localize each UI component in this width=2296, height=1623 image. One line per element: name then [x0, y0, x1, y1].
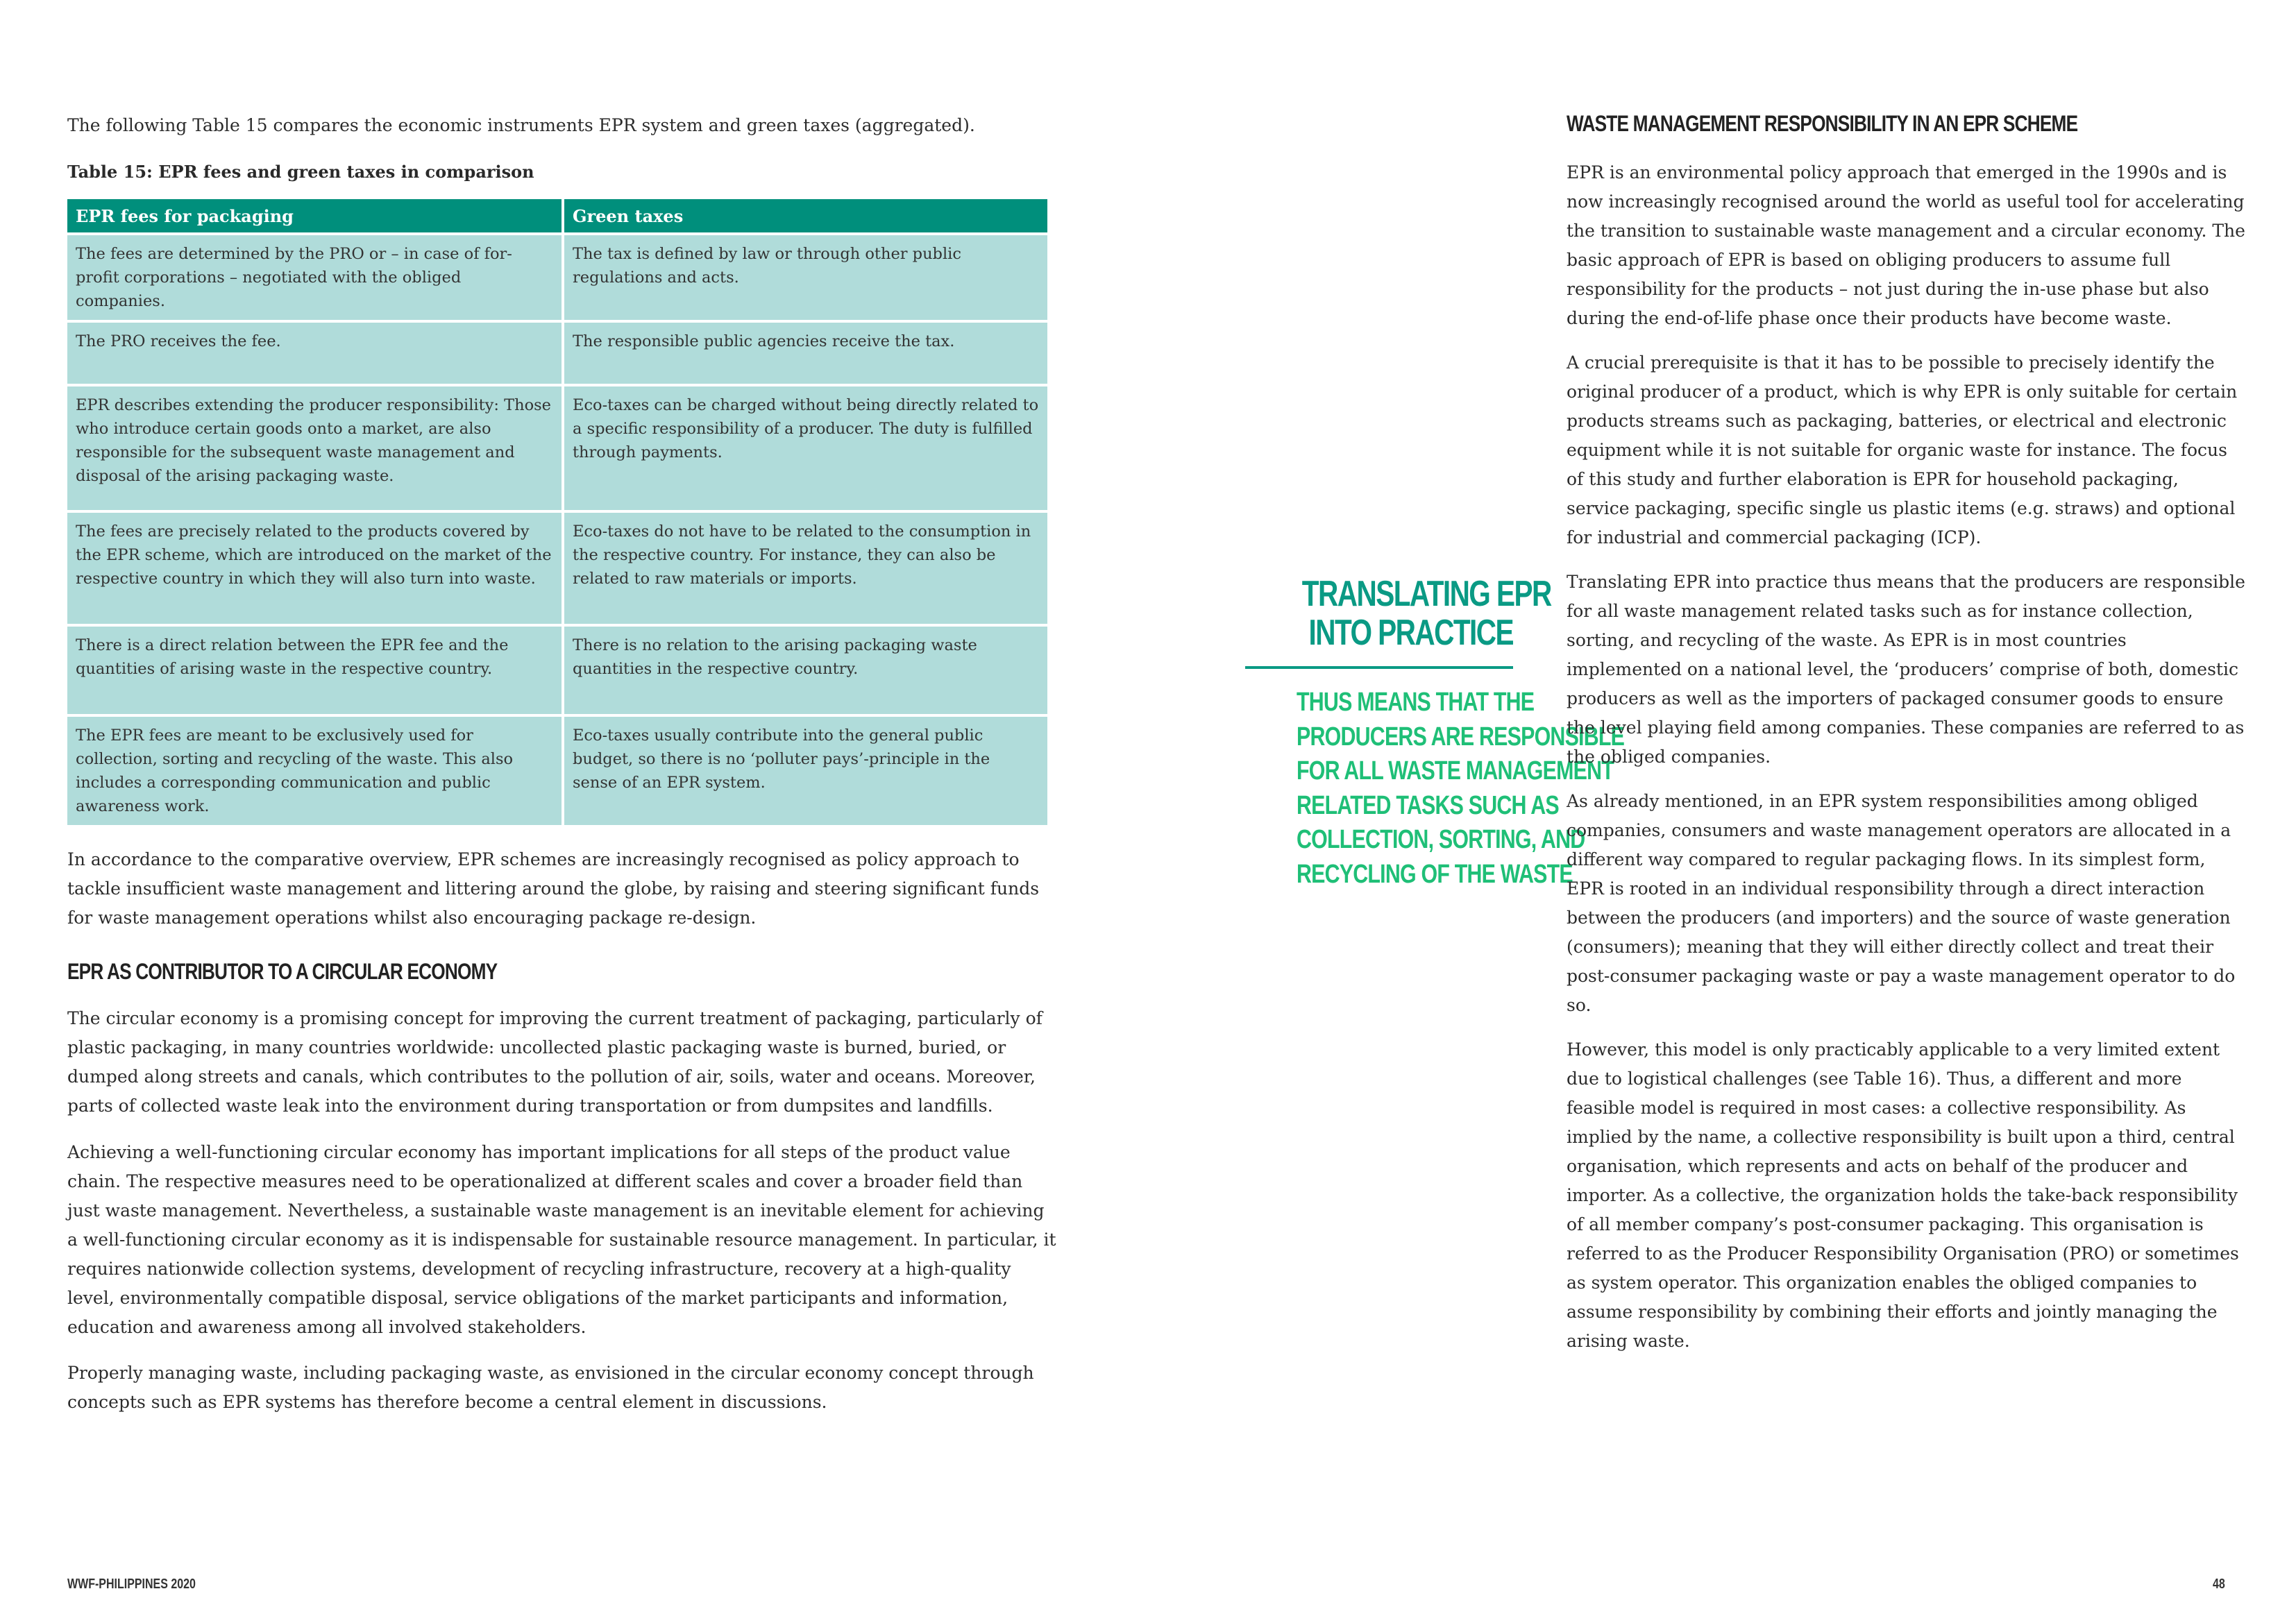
circular-paragraph-1: The circular economy is a promising concept for improving the current treatment of packaging, particularly of plastic packaging, in many countries worldwide: uncollected plastic packaging waste is burned, buried, or dumped along streets and canals, which contributes to the pollution of air, soils, water and oceans. Moreover, parts of collected waste leak into the environment during transportation or from dumpsites and landfills. — [67, 1008, 1043, 1116]
pull-quote — [1242, 574, 1625, 892]
table-cell: The fees are precisely related to the products covered by the EPR scheme, which are introduced on the market of the respective country in which they will also turn into waste. — [67, 513, 562, 624]
body-paragraph: However, this model is only practicably applicable to a very limited extent due to logistical challenges (see Table 16). Thus, a different and more feasible model is required in most cases: a collective responsibility. As implied by the name, a collective responsibility is built upon a third, central organisation, which represents and acts on behalf of the producer and importer. As a collective, the organization holds the take-back responsibility of all member company’s post-consumer packaging. This organisation is referred to as the Producer Responsibility Organisation (PRO) or sometimes as system operator. This organization enables the obliged companies to assume responsibility by combining their efforts and jointly managing the arising waste. — [1567, 1039, 2239, 1351]
table-cell: The responsible public agencies receive the tax. — [564, 323, 1047, 384]
pull-quote-line: COLLECTION, SORTING, AND — [1297, 825, 1585, 854]
table-row — [67, 386, 1047, 510]
pull-quote-line: THUS MEANS THAT THE — [1297, 688, 1535, 717]
table-row — [67, 323, 1047, 384]
pull-quote-line: PRODUCERS ARE RESPONSIBLE — [1297, 722, 1625, 751]
table-cell: Eco-taxes do not have to be related to the consumption in the respective country. For instance, they can also be related to raw materials or imports. — [564, 513, 1047, 624]
page-number: 48 — [2213, 1577, 2225, 1592]
pull-quote-line: FOR ALL WASTE MANAGEMENT — [1297, 756, 1614, 785]
section-heading-waste-responsibility: WASTE MANAGEMENT RESPONSIBILITY IN AN EPR SCHEME — [1567, 111, 2078, 136]
pull-quote-divider — [1245, 666, 1513, 669]
pull-quote-line: RELATED TASKS SUCH AS — [1297, 790, 1559, 820]
table-row — [67, 627, 1047, 714]
body-paragraph: EPR is an environmental policy approach that emerged in the 1990s and is now increasingly recognised around the world as useful tool for accelerating the transition to sustainable waste management and a circular economy. The basic approach of EPR is based on obliging producers to assume full responsibility for the products – not just during the in-use phase but also during the end-of-life phase once their products have become waste. — [1567, 162, 2245, 328]
table-caption: Table 15: EPR fees and green taxes in comparison — [67, 162, 534, 182]
table-header-green-taxes: Green taxes — [564, 199, 1047, 232]
table-row — [67, 235, 1047, 320]
table-cell: EPR describes extending the producer responsibility: Those who introduce certain goods onto a market, are also responsible for the subsequent waste management and disposal of the arising packaging waste. — [67, 386, 562, 510]
table-row — [67, 513, 1047, 624]
table-cell: Eco-taxes usually contribute into the general public budget, so there is no ‘polluter pays’-principle in the sense of an EPR system. — [564, 717, 1047, 825]
table-cell: Eco-taxes can be charged without being directly related to a specific responsibility of a producer. The duty is fulfilled through payments. — [564, 386, 1047, 510]
right-column-text — [1567, 158, 2247, 1371]
pull-quote-body — [1297, 686, 1625, 892]
pull-quote-title — [1301, 574, 1551, 653]
circular-paragraph-3: Properly managing waste, including packaging waste, as envisioned in the circular economy concept through concepts such as EPR systems has therefore become a central element in discussions. — [67, 1363, 1034, 1412]
table-cell: The EPR fees are meant to be exclusively used for collection, sorting and recycling of the waste. This also includes a corresponding communication and public awareness work. — [67, 717, 562, 825]
footer-publisher: WWF-PHILIPPINES 2020 — [67, 1577, 196, 1592]
circular-paragraph-2: Achieving a well-functioning circular economy has important implications for all steps of the product value chain. The respective measures need to be operationalized at different scales and cover a broader field than just waste management. Nevertheless, a sustainable waste management is an inevitable element for achieving a well-functioning circular economy as it is indispensable for sustainable resource management. In particular, it requires nationwide collection systems, development of recycling infrastructure, recovery at a high-quality level, environmentally compatible disposal, service obligations of the market participants and information, education and awareness among all involved stakeholders. — [67, 1142, 1056, 1337]
after-table-paragraph: In accordance to the comparative overview, EPR schemes are increasingly recognised as policy approach to tackle insufficient waste management and littering around the globe, by raising and steering significant funds for waste management operations whilst also encouraging package re-design. — [67, 849, 1040, 928]
body-paragraph: A crucial prerequisite is that it has to be possible to precisely identify the original producer of a product, which is why EPR is only suitable for certain products streams such as packaging, batteries, or electrical and electronic equipment while it is not suitable for organic waste for instance. The focus of this study and further elaboration is EPR for household packaging, service packaging, specific single us plastic items (e.g. straws) and optional for industrial and commercial packaging (ICP). — [1567, 352, 2238, 547]
table-cell: There is no relation to the arising packaging waste quantities in the respective country. — [564, 627, 1047, 714]
table-cell: The PRO receives the fee. — [67, 323, 562, 384]
table-header-row — [67, 199, 1047, 232]
table-cell: The tax is defined by law or through other public regulations and acts. — [564, 235, 1047, 320]
pull-quote-line: RECYCLING OF THE WASTE — [1297, 859, 1573, 889]
pull-quote-title-line: INTO PRACTICE — [1308, 613, 1513, 653]
table-cell: The fees are determined by the PRO or – in case of for-profit corporations – negotiated with the obliged companies. — [67, 235, 562, 320]
pull-quote-title-line: TRANSLATING EPR — [1301, 574, 1551, 614]
comparison-table — [65, 196, 1050, 828]
table-header-epr: EPR fees for packaging — [67, 199, 562, 232]
table-cell: There is a direct relation between the EPR fee and the quantities of arising waste in the respective country. — [67, 627, 562, 714]
body-paragraph: As already mentioned, in an EPR system responsibilities among obliged companies, consumers and waste management operators are allocated in a different way compared to regular packaging flows. In its simplest form, EPR is rooted in an individual responsibility through a direct interaction between the producers (and importers) and the source of waste generation (consumers); meaning that they will either directly collect and treat their post-consumer packaging waste or pay a waste management operator to do so. — [1567, 791, 2236, 1015]
table-row — [67, 717, 1047, 825]
section-heading-circular-economy: EPR AS CONTRIBUTOR TO A CIRCULAR ECONOMY — [67, 959, 498, 984]
body-paragraph: Translating EPR into practice thus means that the producers are responsible for all waste management related tasks such as for instance collection, sorting, and recycling of the waste. As EPR is in most countries implemented on a national level, the ‘producers’ comprise of both, domestic producers as well as the importers of packaged consumer goods to ensure the level playing field among companies. These companies are referred to as the obliged companies. — [1567, 572, 2245, 767]
intro-paragraph: The following Table 15 compares the economic instruments EPR system and green taxes (aggregated). — [67, 115, 975, 135]
